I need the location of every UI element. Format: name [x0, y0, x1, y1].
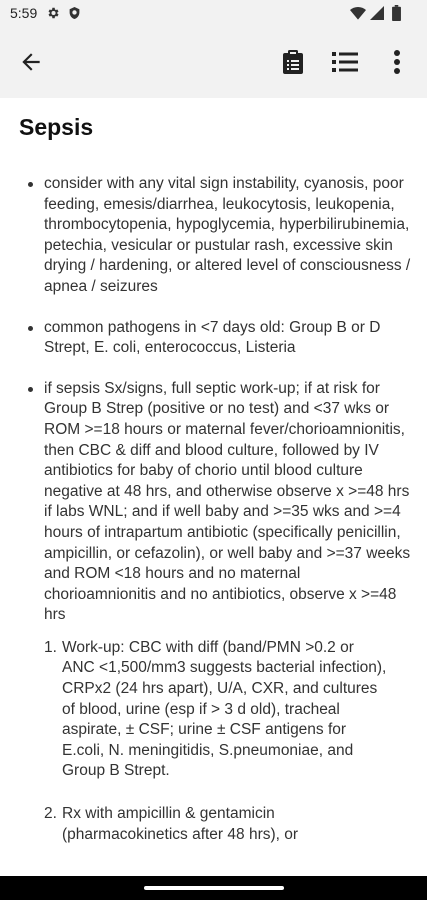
system-nav-bar	[0, 876, 427, 900]
status-bar	[0, 0, 427, 28]
numbered-text: Rx with ampicillin & gentamicin (pharmacokinetics after 48 hrs), or	[62, 805, 299, 843]
bullet-text: if sepsis Sx/signs, full septic work-up; if at risk for Group B Strep (positive or no test) and <37 wks or ROM >=18 hours or maternal fever/chorioamnionitis, then CBC & diff and blood culture, followed by IV antibiotics for baby of chorio until blood culture negative at 48 hrs, and otherwise observe x >=48 hrs if labs WNL; and if well baby and >=35 wks and >=4 hours of intrapartum antibiotic (specifically penicillin, ampicillin, or cefazolin), or well baby and >=37 weeks and ROM <18 hours and no maternal chorioamnionitis and no antibiotics, observe x >=48 hrs	[44, 379, 411, 624]
bullet-item	[26, 318, 411, 359]
battery-icon	[392, 5, 401, 26]
item-number: 2.	[44, 805, 57, 823]
signal-icon	[370, 6, 384, 25]
bullet-dot	[28, 387, 33, 392]
wifi-icon	[350, 6, 366, 25]
app-bar	[0, 28, 427, 98]
bullet-item	[26, 174, 411, 298]
bullet-text: common pathogens in <7 days old: Group B or D Strept, E. coli, enterococcus, Listeria	[44, 318, 381, 357]
list-icon	[332, 51, 358, 73]
bullet-text: consider with any vital sign instability, cyanosis, poor feeding, emesis/diarrhea, leukocytosis, leukopenia, thrombocytopenia, hypoglycemia, hyperbilirubinemia, petechia, vesicular or pustular rash, excessive skin drying / hardening, or altered level of consciousness / apnea / seizures	[44, 175, 411, 295]
status-time: 5:59	[10, 5, 38, 21]
more-vert-icon	[393, 49, 401, 75]
article-content[interactable]	[0, 98, 427, 876]
bullet-dot	[28, 326, 33, 331]
numbered-item	[44, 638, 389, 782]
shield-icon	[68, 6, 81, 25]
clipboard-icon	[281, 49, 305, 75]
home-gesture-handle[interactable]	[144, 886, 284, 890]
more-options-button[interactable]	[375, 40, 419, 84]
numbered-text: Work-up: CBC with diff (band/PMN >0.2 or ANC <1,500/mm3 suggests bacterial infection), CRPx2 (24 hrs apart), U/A, CXR, and cultures of blood, urine (esp if > 3 d old), tracheal aspirate, ± CSF; urine ± CSF antigens for E.coli, N. meningitidis, S.pneumoniae, and Group B Strept.	[62, 638, 387, 780]
clipboard-button[interactable]	[271, 40, 315, 84]
page-title: Sepsis	[19, 114, 94, 140]
list-button[interactable]	[323, 40, 367, 84]
arrow-back-icon	[18, 49, 44, 75]
bullet-dot	[28, 182, 33, 187]
bullet-item	[26, 379, 411, 845]
item-number: 1.	[44, 638, 57, 656]
numbered-list	[44, 638, 389, 845]
settings-gear-icon	[46, 6, 60, 25]
numbered-item	[44, 804, 389, 845]
bullet-list	[26, 174, 411, 867]
back-button[interactable]	[9, 40, 53, 84]
